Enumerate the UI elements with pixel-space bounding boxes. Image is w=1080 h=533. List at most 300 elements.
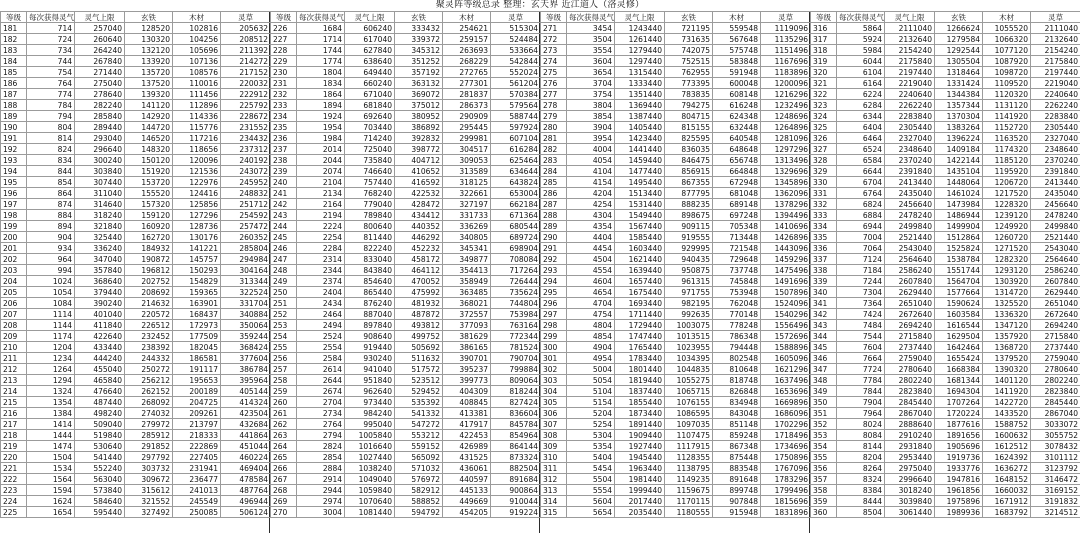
value-cell: 752515 [665, 56, 713, 67]
value-cell: 2780640 [1031, 364, 1080, 375]
value-cell: 1905696 [935, 441, 983, 452]
value-cell: 163901 [173, 298, 221, 309]
value-cell: 883548 [713, 463, 761, 474]
value-cell: 392832 [395, 133, 443, 144]
table-row [1, 166, 271, 177]
value-cell: 404309 [443, 386, 491, 397]
value-cell: 2456640 [885, 199, 935, 210]
value-cell: 744804 [491, 298, 541, 309]
value-cell: 1711440 [615, 309, 665, 320]
value-cell: 794448 [713, 342, 761, 353]
value-cell: 444240 [75, 353, 125, 364]
value-cell: 395964 [221, 375, 271, 386]
value-cell: 285912 [125, 430, 173, 441]
value-cell: 237312 [221, 144, 271, 155]
value-cell: 8084 [837, 430, 885, 441]
level-cell: 250 [271, 287, 297, 298]
column-header: 等级 [811, 12, 837, 23]
value-cell: 322661 [443, 188, 491, 199]
level-cell: 253 [271, 320, 297, 331]
value-cell: 753984 [491, 309, 541, 320]
level-cell: 226 [271, 23, 297, 34]
table-row [541, 100, 811, 111]
value-cell: 1248696 [761, 111, 811, 122]
level-cell: 285 [541, 177, 567, 188]
value-cell: 263693 [443, 45, 491, 56]
value-cell: 1525824 [935, 243, 983, 254]
value-cell: 313589 [443, 166, 491, 177]
value-cell: 697248 [713, 210, 761, 221]
value-cell: 724 [27, 34, 75, 45]
table-row [541, 419, 811, 430]
level-cell: 187 [1, 89, 27, 100]
table-row [541, 309, 811, 320]
value-cell: 742075 [665, 45, 713, 56]
value-cell: 951840 [345, 375, 395, 386]
value-cell: 856915 [665, 166, 713, 177]
value-cell: 854 [27, 177, 75, 188]
value-cell: 2197440 [1031, 67, 1080, 78]
table-row [271, 23, 541, 34]
level-cell: 229 [271, 56, 297, 67]
value-cell: 2494 [297, 320, 345, 331]
value-cell: 478584 [221, 474, 271, 485]
table-row [271, 254, 541, 265]
value-cell: 157320 [125, 199, 173, 210]
table-row [1, 34, 271, 45]
value-cell: 5984 [837, 45, 885, 56]
value-cell: 2629440 [885, 287, 935, 298]
table-row [271, 45, 541, 56]
value-cell: 214272 [221, 56, 271, 67]
column-header: 灵气上限 [75, 12, 125, 23]
value-cell: 449669 [443, 496, 491, 507]
value-cell: 405144 [221, 386, 271, 397]
column-header: 灵气上限 [615, 12, 665, 23]
value-cell: 689724 [491, 232, 541, 243]
value-cell: 588852 [395, 496, 443, 507]
table-row [541, 507, 811, 518]
value-cell: 6644 [837, 166, 885, 177]
value-cell: 208692 [125, 287, 173, 298]
value-cell: 3904 [567, 122, 615, 133]
value-cell: 1065715 [665, 386, 713, 397]
table-row [1, 254, 271, 265]
value-cell: 422453 [443, 430, 491, 441]
value-cell: 1422144 [935, 155, 983, 166]
value-cell: 7604 [837, 342, 885, 353]
value-cell: 1303920 [983, 276, 1031, 287]
value-cell: 375012 [395, 100, 443, 111]
value-cell: 638640 [345, 56, 395, 67]
value-cell: 1507896 [761, 287, 811, 298]
value-cell: 2764 [297, 419, 345, 430]
value-cell: 1357344 [935, 100, 983, 111]
table-row [541, 386, 811, 397]
value-cell: 1378296 [761, 199, 811, 210]
value-cell: 153720 [125, 177, 173, 188]
value-cell: 262152 [125, 386, 173, 397]
value-cell: 1564 [27, 474, 75, 485]
table-row [271, 320, 541, 331]
table-row [541, 254, 811, 265]
value-cell: 1540296 [761, 309, 811, 320]
level-cell: 271 [541, 23, 567, 34]
level-cell: 199 [1, 221, 27, 232]
value-cell: 259157 [443, 34, 491, 45]
value-cell: 1149235 [665, 474, 713, 485]
value-cell: 186581 [173, 353, 221, 364]
value-cell: 1927440 [615, 441, 665, 452]
value-cell: 433440 [75, 342, 125, 353]
value-cell: 627840 [345, 45, 395, 56]
value-cell: 390701 [443, 353, 491, 364]
value-cell: 6404 [837, 122, 885, 133]
table-row [811, 452, 1080, 463]
table-row [541, 221, 811, 232]
value-cell: 1379520 [983, 353, 1031, 364]
value-cell: 689148 [713, 199, 761, 210]
value-cell: 413381 [443, 408, 491, 419]
value-cell: 1016640 [345, 441, 395, 452]
value-cell: 211392 [221, 45, 271, 56]
value-cell: 6824 [837, 199, 885, 210]
value-cell: 1292544 [935, 45, 983, 56]
value-cell: 190872 [125, 254, 173, 265]
value-cell: 2374 [297, 276, 345, 287]
value-cell: 4654 [567, 287, 615, 298]
value-cell: 624348 [713, 111, 761, 122]
value-cell: 1648152 [983, 474, 1031, 485]
table-row [811, 34, 1080, 45]
value-cell: 3169152 [1031, 485, 1080, 496]
value-cell: 1261440 [615, 34, 665, 45]
value-cell: 2694240 [1031, 320, 1080, 331]
value-cell: 1693440 [615, 298, 665, 309]
value-cell: 351252 [395, 56, 443, 67]
value-cell: 703440 [345, 122, 395, 133]
value-cell: 884 [27, 210, 75, 221]
value-cell: 2737440 [1031, 342, 1080, 353]
value-cell: 1750896 [761, 452, 811, 463]
value-cell: 2284 [297, 243, 345, 254]
column-header: 灵草 [761, 12, 811, 23]
value-cell: 2888640 [885, 419, 935, 430]
level-cell: 350 [811, 397, 837, 408]
level-cell: 276 [541, 78, 567, 89]
value-cell: 1282320 [983, 254, 1031, 265]
value-cell: 1357920 [983, 331, 1031, 342]
table-row [811, 375, 1080, 386]
value-cell: 7784 [837, 375, 885, 386]
value-cell: 833040 [345, 254, 395, 265]
value-cell: 865440 [345, 287, 395, 298]
value-cell: 1411920 [983, 386, 1031, 397]
level-cell: 265 [271, 452, 297, 463]
value-cell: 120096 [173, 155, 221, 166]
value-cell: 1877616 [935, 419, 983, 430]
level-cell: 347 [811, 364, 837, 375]
value-cell: 2175840 [885, 56, 935, 67]
value-cell: 875448 [713, 452, 761, 463]
level-cell: 243 [271, 210, 297, 221]
value-cell: 4804 [567, 320, 615, 331]
level-cell: 333 [811, 210, 837, 221]
value-cell: 240192 [221, 155, 271, 166]
value-cell: 250085 [173, 507, 221, 518]
table-row [1, 408, 271, 419]
table-row [541, 232, 811, 243]
table-row [1, 364, 271, 375]
value-cell: 2219040 [885, 78, 935, 89]
value-cell: 567648 [713, 34, 761, 45]
level-cell: 338 [811, 265, 837, 276]
value-cell: 321552 [125, 496, 173, 507]
table-row [1, 507, 271, 518]
value-cell: 1131120 [983, 100, 1031, 111]
value-cell: 8384 [837, 485, 885, 496]
value-cell: 822240 [345, 243, 395, 254]
value-cell: 377604 [221, 353, 271, 364]
value-cell: 363132 [395, 78, 443, 89]
value-cell: 358949 [443, 276, 491, 287]
value-cell: 597924 [491, 122, 541, 133]
value-cell: 3146472 [1031, 474, 1080, 485]
value-cell: 2867040 [1031, 408, 1080, 419]
value-cell: 708084 [491, 254, 541, 265]
value-cell: 1401120 [983, 375, 1031, 386]
value-cell: 867355 [665, 177, 713, 188]
value-cell: 4604 [567, 276, 615, 287]
level-cell: 183 [1, 45, 27, 56]
value-cell: 595440 [75, 507, 125, 518]
value-cell: 1422720 [983, 397, 1031, 408]
value-cell: 244332 [125, 353, 173, 364]
value-cell: 800640 [345, 221, 395, 232]
value-cell: 1347120 [983, 320, 1031, 331]
value-cell: 5354 [567, 441, 615, 452]
value-cell: 7244 [837, 276, 885, 287]
value-cell: 145757 [173, 254, 221, 265]
value-cell: 445133 [443, 485, 491, 496]
value-cell: 307440 [75, 177, 125, 188]
level-cell: 303 [541, 375, 567, 386]
value-cell: 854640 [345, 276, 395, 287]
value-cell: 1804 [297, 67, 345, 78]
level-cell: 288 [541, 210, 567, 221]
value-cell: 971755 [665, 287, 713, 298]
level-cell: 283 [541, 155, 567, 166]
level-cell: 344 [811, 331, 837, 342]
value-cell: 1747440 [615, 331, 665, 342]
value-cell: 6944 [837, 221, 885, 232]
value-cell: 2564640 [885, 254, 935, 265]
value-cell: 1234 [27, 353, 75, 364]
table-row [811, 353, 1080, 364]
value-cell: 2931840 [885, 441, 935, 452]
value-cell: 2391840 [885, 166, 935, 177]
value-cell: 4704 [567, 298, 615, 309]
value-cell: 110016 [173, 78, 221, 89]
level-cell: 242 [271, 199, 297, 210]
value-cell: 1138795 [665, 463, 713, 474]
level-cell: 297 [541, 309, 567, 320]
value-cell: 1387440 [615, 111, 665, 122]
level-cell: 227 [271, 34, 297, 45]
level-cell: 237 [271, 144, 297, 155]
table-row [271, 342, 541, 353]
value-cell: 1891440 [615, 419, 665, 430]
value-cell: 331704 [221, 298, 271, 309]
table-row [811, 111, 1080, 122]
value-cell: 1686096 [761, 408, 811, 419]
level-cell: 222 [1, 474, 27, 485]
value-cell: 632448 [713, 122, 761, 133]
value-cell: 2521440 [885, 232, 935, 243]
value-cell: 408845 [443, 397, 491, 408]
value-cell: 496944 [221, 496, 271, 507]
value-cell: 213797 [173, 419, 221, 430]
value-cell: 155520 [125, 188, 173, 199]
value-cell: 1313496 [761, 155, 811, 166]
level-cell: 299 [541, 331, 567, 342]
value-cell: 357840 [75, 265, 125, 276]
value-cell: 559152 [395, 441, 443, 452]
value-cell: 746640 [345, 166, 395, 177]
value-cell: 336269 [443, 221, 491, 232]
level-cell: 190 [1, 122, 27, 133]
column-header: 玄铁 [395, 12, 443, 23]
table-row [271, 133, 541, 144]
value-cell: 2240640 [1031, 89, 1080, 100]
table-row [1, 78, 271, 89]
value-cell: 2370240 [885, 155, 935, 166]
column-header: 玄铁 [125, 12, 173, 23]
level-cell: 317 [811, 34, 837, 45]
level-cell: 232 [271, 89, 297, 100]
value-cell: 2521440 [1031, 232, 1080, 243]
value-cell: 5554 [567, 485, 615, 496]
level-cell: 287 [541, 199, 567, 210]
value-cell: 570384 [491, 89, 541, 100]
value-cell: 907848 [713, 496, 761, 507]
value-cell: 698904 [491, 243, 541, 254]
level-cell: 306 [541, 408, 567, 419]
value-cell: 333432 [395, 23, 443, 34]
value-cell: 994 [27, 265, 75, 276]
value-cell: 267840 [75, 56, 125, 67]
value-cell: 1531440 [615, 199, 665, 210]
table-row [271, 166, 541, 177]
value-cell: 909115 [665, 221, 713, 232]
value-cell: 737748 [713, 265, 761, 276]
value-cell: 2305440 [885, 122, 935, 133]
value-cell: 1538784 [935, 254, 983, 265]
value-cell: 1266624 [935, 23, 983, 34]
value-cell: 634644 [491, 166, 541, 177]
value-cell: 2584 [297, 353, 345, 364]
table-row [271, 100, 541, 111]
value-cell: 3604 [567, 56, 615, 67]
value-cell: 1271520 [983, 243, 1031, 254]
value-cell: 303840 [75, 166, 125, 177]
value-cell: 804 [27, 122, 75, 133]
value-cell: 1815696 [761, 496, 811, 507]
value-cell: 1684 [297, 23, 345, 34]
value-cell: 7184 [837, 265, 885, 276]
value-cell: 220032 [221, 78, 271, 89]
table-row [271, 452, 541, 463]
table-row [271, 507, 541, 518]
value-cell: 660240 [345, 78, 395, 89]
level-cell: 240 [271, 177, 297, 188]
value-cell: 498240 [75, 408, 125, 419]
table-row [811, 441, 1080, 452]
level-cell: 280 [541, 122, 567, 133]
value-cell: 705348 [713, 221, 761, 232]
value-cell: 867348 [713, 441, 761, 452]
value-cell: 579564 [491, 100, 541, 111]
value-cell: 1351440 [615, 89, 665, 100]
level-cell: 244 [271, 221, 297, 232]
table-row [811, 408, 1080, 419]
value-cell: 464112 [395, 265, 443, 276]
value-cell: 5054 [567, 375, 615, 386]
value-cell: 404712 [395, 155, 443, 166]
value-cell: 271440 [75, 67, 125, 78]
value-cell: 887040 [345, 309, 395, 320]
value-cell: 2348640 [1031, 144, 1080, 155]
value-cell: 3191832 [1031, 496, 1080, 507]
value-cell: 2554 [297, 342, 345, 353]
value-cell: 339372 [395, 34, 443, 45]
value-cell: 781524 [491, 342, 541, 353]
table-row [811, 430, 1080, 441]
value-cell: 1228320 [983, 199, 1031, 210]
value-cell: 1486944 [935, 210, 983, 221]
level-cell: 295 [541, 287, 567, 298]
value-cell: 607104 [491, 133, 541, 144]
value-cell: 1855440 [615, 397, 665, 408]
value-cell: 1744 [297, 45, 345, 56]
value-cell: 1495440 [615, 177, 665, 188]
level-cell: 298 [541, 320, 567, 331]
value-cell: 1279584 [935, 34, 983, 45]
table-row [811, 463, 1080, 474]
value-cell: 386165 [443, 342, 491, 353]
value-cell: 541440 [75, 452, 125, 463]
value-cell: 964 [27, 254, 75, 265]
table-row [1, 232, 271, 243]
value-cell: 1594 [27, 485, 75, 496]
value-cell: 5604 [567, 496, 615, 507]
value-cell: 904 [27, 232, 75, 243]
value-cell: 272765 [443, 67, 491, 78]
value-cell: 1933776 [935, 463, 983, 474]
level-cell: 189 [1, 111, 27, 122]
value-cell: 1059840 [345, 485, 395, 496]
level-cell: 360 [811, 507, 837, 518]
level-cell: 236 [271, 133, 297, 144]
value-cell: 1152720 [983, 122, 1031, 133]
table-row [271, 89, 541, 100]
value-cell: 794275 [665, 100, 713, 111]
value-cell: 1003075 [665, 320, 713, 331]
value-cell: 1345896 [761, 177, 811, 188]
value-cell: 115776 [173, 122, 221, 133]
value-cell: 814 [27, 133, 75, 144]
value-cell: 1325520 [983, 298, 1031, 309]
